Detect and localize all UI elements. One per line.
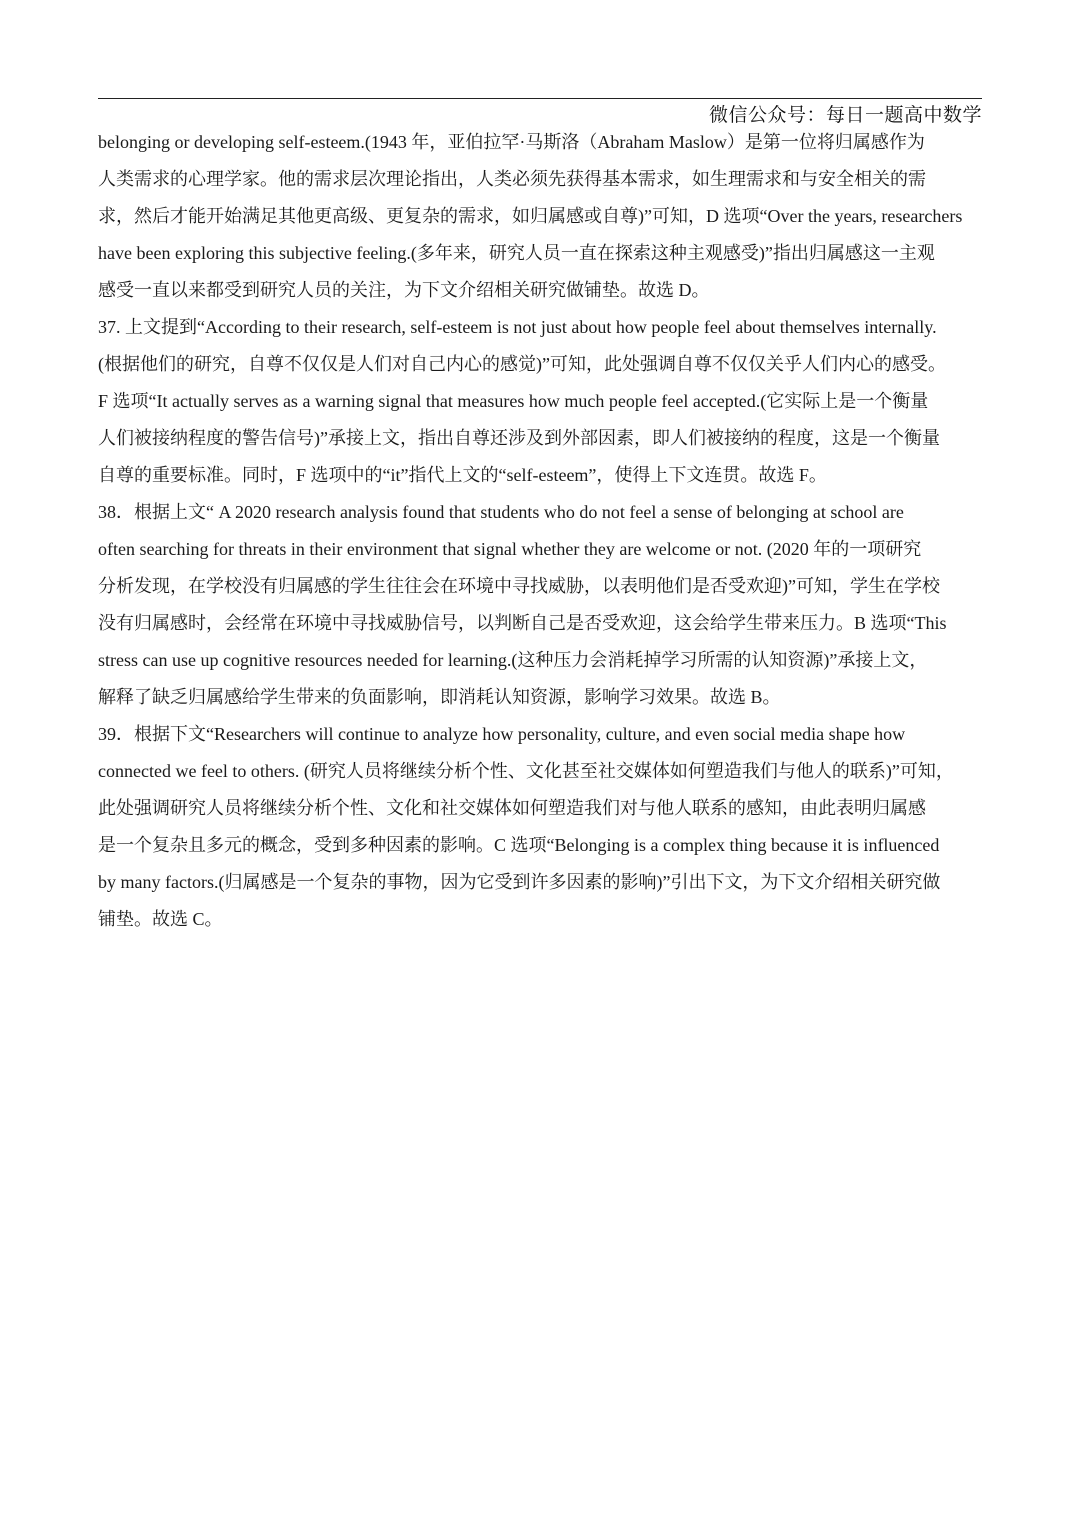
text-line: 人类需求的心理学家。他的需求层次理论指出，人类必须先获得基本需求，如生理需求和与安全相关的需 xyxy=(98,169,926,189)
text-line: 38．根据上文“ A 2020 research analysis found that students who do not feel a sense of belonging at school are xyxy=(98,502,904,522)
text-line: 求，然后才能开始满足其他更高级、更复杂的需求，如归属感或自尊)”可知，D 选项“Over the years, researchers xyxy=(98,206,963,226)
text-line: 感受一直以来都受到研究人员的关注，为下文介绍相关研究做铺垫。故选 D。 xyxy=(98,280,710,300)
text-line: by many factors.(归属感是一个复杂的事物，因为它受到许多因素的影响)”引出下文，为下文介绍相关研究做 xyxy=(98,872,941,892)
paragraph-38 xyxy=(98,494,988,716)
text-line: 39．根据下文“Researchers will continue to analyze how personality, culture, and even social media shape how xyxy=(98,724,906,744)
text-line: 解释了缺乏归属感给学生带来的负面影响，即消耗认知资源，影响学习效果。故选 B。 xyxy=(98,687,781,707)
text-line: 是一个复杂且多元的概念，受到多种因素的影响。C 选项“Belonging is a complex thing because it is influenced xyxy=(98,835,940,855)
text-line: 此处强调研究人员将继续分析个性、文化和社交媒体如何塑造我们对与他人联系的感知，由此表明归属感 xyxy=(98,798,926,818)
text-line: 自尊的重要标准。同时，F 选项中的“it”指代上文的“self-esteem”，使得上下文连贯。故选 F。 xyxy=(98,465,827,485)
text-line: connected we feel to others. (研究人员将继续分析个性、文化甚至社交媒体如何塑造我们与他人的联系)”可知， xyxy=(98,761,954,781)
paragraph-39 xyxy=(98,716,988,938)
text-line: 分析发现，在学校没有归属感的学生往往会在环境中寻找威胁，以表明他们是否受欢迎)”可知，学生在学校 xyxy=(98,576,940,596)
text-line: 没有归属感时，会经常在环境中寻找威胁信号，以判断自己是否受欢迎，这会给学生带来压力。B 选项“This xyxy=(98,613,947,633)
text-line: 铺垫。故选 C。 xyxy=(98,909,223,929)
text-line: belonging or developing self-esteem.(1943 年，亚伯拉罕·马斯洛（Abraham Maslow）是第一位将归属感作为 xyxy=(98,132,925,152)
paragraph-37 xyxy=(98,309,988,494)
answer-explanations xyxy=(98,124,988,938)
text-line: have been exploring this subjective feeling.(多年来，研究人员一直在探索这种主观感受)”指出归属感这一主观 xyxy=(98,243,935,263)
header-rule xyxy=(98,98,982,99)
header-wechat-account: 微信公众号：每日一题高中数学 xyxy=(708,104,982,126)
text-line: (根据他们的研究，自尊不仅仅是人们对自己内心的感觉)”可知，此处强调自尊不仅仅关乎人们内心的感受。 xyxy=(98,354,946,374)
text-line: 37. 上文提到“According to their research, self-esteem is not just about how people feel about themselves internally. xyxy=(98,317,937,337)
paragraph-36-continuation xyxy=(98,124,988,309)
text-line: often searching for threats in their environment that signal whether they are welcome or not. (2020 年的一项研究 xyxy=(98,539,922,559)
text-line: stress can use up cognitive resources needed for learning.(这种压力会消耗掉学习所需的认知资源)”承接上文， xyxy=(98,650,928,670)
text-line: F 选项“It actually serves as a warning signal that measures how much people feel accepted.(它实际上是一个衡量 xyxy=(98,391,929,411)
text-line: 人们被接纳程度的警告信号)”承接上文，指出自尊还涉及到外部因素，即人们被接纳的程度，这是一个衡量 xyxy=(98,428,940,448)
